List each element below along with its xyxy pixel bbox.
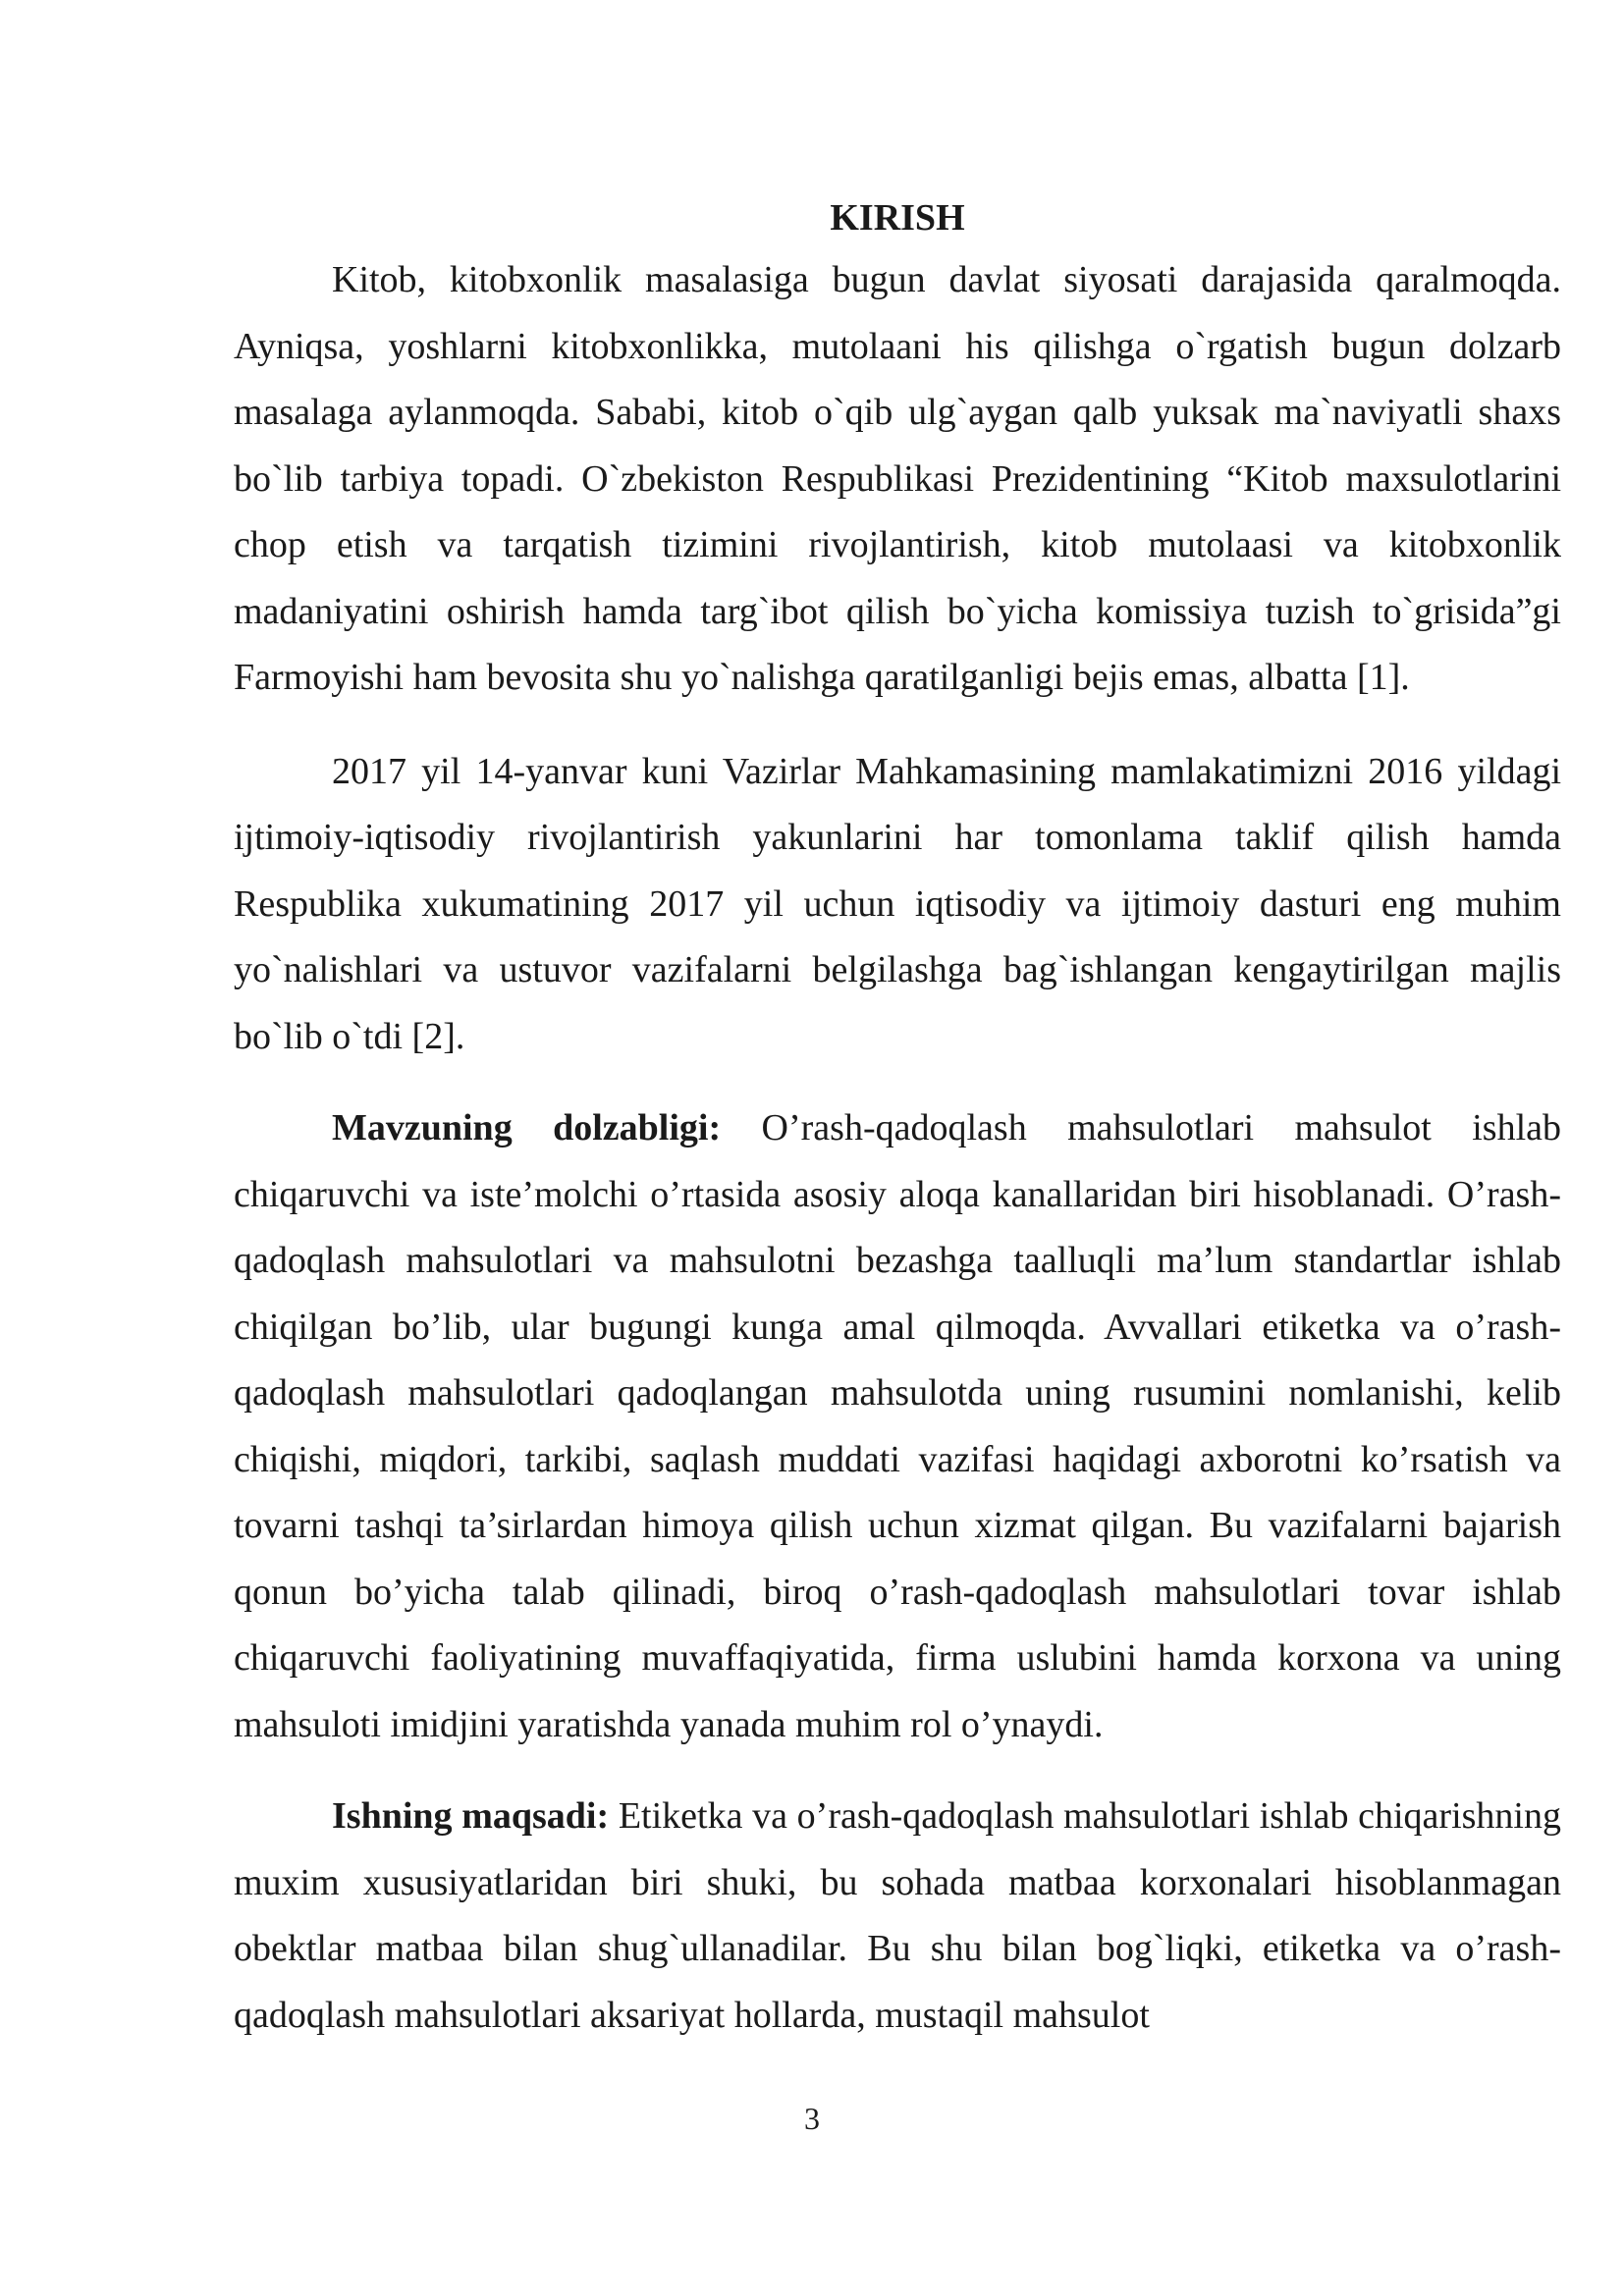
paragraph-relevance <box>234 1095 1561 1758</box>
paragraph-text: Kitob, kitobxonlik masalasiga bugun davlat siyosati darajasida qaralmoqda. Ayniqsa, yoshlarni kitobxonlikka, mutolaani his qilishga o`rgatish bugun dolzarb masalaga aylanmoqda. Sababi, kitob o`qib ulg`aygan qalb yuksak ma`naviyatli shaxs bo`lib tarbiya topadi. O`zbekiston Respublikasi Prezidentining “Kitob maxsulotlarini chop etish va tarqatish tizimini rivojlantirish, kitob mutolaasi va kitobxonlik madaniyatini oshirish hamda targ`ibot qilish bo`yicha komissiya tuzish to`grisida”gi Farmoyishi ham bevosita shu yo`nalishga qaratilganligi bejis emas, albatta [1]. <box>234 259 1561 698</box>
paragraph-lead: Ishning maqsadi: <box>332 1795 610 1837</box>
page-number: 3 <box>804 2101 820 2136</box>
paragraph-intro <box>234 247 1561 712</box>
paragraph-text: Etiketka va o’rash-qadoqlash mahsulotlari ishlab chiqarishning muxim xususiyatlaridan biri shuki, bu sohada matbaa korxonalari hisoblanmagan obektlar matbaa bilan shug`ullanadilar. Bu shu bilan bog`liqki, etiketka va o’rash-qadoqlash mahsulotlari aksariyat hollarda, mustaqil mahsulot <box>234 1795 1561 2036</box>
paragraph-text: O’rash-qadoqlash mahsulotlari mahsulot ishlab chiqaruvchi va iste’molchi o’rtasida asosiy aloqa kanallaridan biri hisoblanadi. O’rash-qadoqlash mahsulotlari va mahsulotni bezashga taalluqli ma’lum standartlar ishlab chiqilgan bo’lib, ular bugungi kunga amal qilmoqda. Avvallari etiketka va o’rash-qadoqlash mahsulotlari qadoqlangan mahsulotda uning rusumini nomlanishi, kelib chiqishi, miqdori, tarkibi, saqlash muddati vazifasi haqidagi axborotni ko’rsatish va tovarni tashqi ta’sirlardan himoya qilish uchun xizmat qilgan. Bu vazifalarni bajarish qonun bo’yicha talab qilinadi, biroq o’rash-qadoqlash mahsulotlari tovar ishlab chiqaruvchi faoliyatining muvaffaqiyatida, firma uslubini hamda korxona va uning mahsuloti imidjini yaratishda yanada muhim rol o’ynaydi. <box>234 1107 1562 1745</box>
section-heading: KIRISH <box>830 197 965 239</box>
paragraph-meeting <box>234 739 1561 1071</box>
paragraph-goal <box>234 1784 1561 2049</box>
page-content <box>234 188 1561 2049</box>
paragraph-lead: Mavzuning dolzabligi: <box>332 1107 722 1148</box>
paragraph-text: 2017 yil 14-yanvar kuni Vazirlar Mahkamasining mamlakatimizni 2016 yildagi ijtimoiy-iqtisodiy rivojlantirish yakunlarini har tomonlama taklif qilish hamda Respublika xukumatining 2017 yil uchun iqtisodiy va ijtimoiy dasturi eng muhim yo`nalishlari va ustuvor vazifalarni belgilashga bag`ishlangan kengaytirilgan majlis bo`lib o`tdi [2]. <box>234 750 1561 1057</box>
